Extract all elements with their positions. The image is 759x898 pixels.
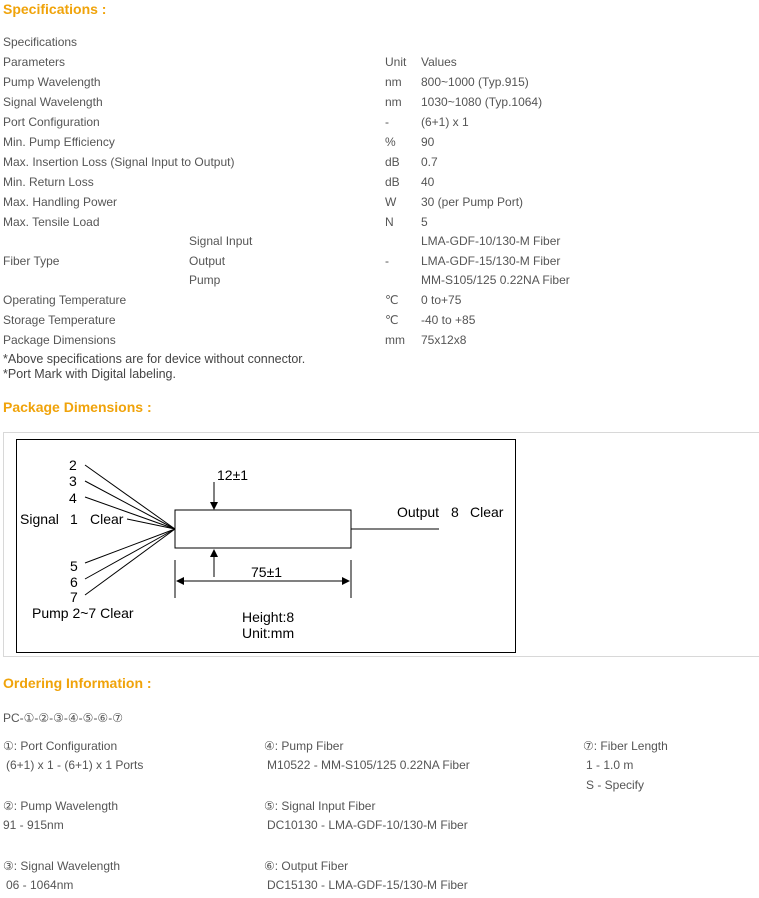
fiber-type-subrow — [0, 271, 759, 291]
pump-fiber-lines — [85, 465, 175, 595]
spec-parameter: Operating Temperature — [3, 293, 127, 307]
order-group-title: ⑤: Signal Input Fiber — [264, 799, 376, 813]
spec-unit: - — [385, 115, 389, 129]
spec-value: 40 — [421, 175, 435, 189]
spec-parameter: Port Configuration — [3, 115, 100, 129]
fiber-subtype-value: LMA-GDF-10/130-M Fiber — [421, 234, 561, 248]
spec-value: 30 (per Pump Port) — [421, 195, 524, 209]
spec-row — [0, 133, 759, 153]
spec-row — [0, 93, 759, 113]
port-number-7: 7 — [70, 589, 78, 605]
spec-parameter: Max. Handling Power — [3, 195, 118, 209]
spec-unit: dB — [385, 175, 400, 189]
spec-row — [0, 173, 759, 193]
header-parameters: Parameters — [3, 55, 66, 69]
fiber-type-subrow — [0, 252, 759, 272]
length-dimension-label: 75±1 — [251, 564, 283, 580]
spec-value: 75x12x8 — [421, 333, 467, 347]
port-number-4: 4 — [69, 490, 77, 506]
spec-value: 90 — [421, 135, 435, 149]
order-group-title: ②: Pump Wavelength — [3, 799, 119, 813]
spec-row — [0, 113, 759, 133]
spec-value: 800~1000 (Typ.915) — [421, 75, 529, 89]
width-dimension-label: 12±1 — [217, 467, 249, 483]
spec-value: 0.7 — [421, 155, 438, 169]
spec-value: -40 to +85 — [421, 313, 476, 327]
spec-value: (6+1) x 1 — [421, 115, 469, 129]
header-unit: Unit — [385, 55, 407, 69]
spec-unit: % — [385, 135, 396, 149]
fiber-subtype-name: Output — [189, 254, 226, 268]
spec-value: 1030~1080 (Typ.1064) — [421, 95, 543, 109]
specifications-heading: Specifications : — [3, 1, 107, 17]
order-option: (6+1) x 1 - (6+1) x 1 Ports — [6, 758, 144, 772]
spec-parameter: Max. Insertion Loss (Signal Input to Output) — [3, 155, 235, 169]
spec-parameter: Min. Return Loss — [3, 175, 94, 189]
spec-value: 0 to+75 — [421, 293, 462, 307]
order-option: DC10130 - LMA-GDF-10/130-M Fiber — [267, 818, 468, 832]
unit-note: Unit:mm — [242, 625, 295, 641]
signal-clear-label: Clear — [90, 511, 124, 527]
spec-unit: nm — [385, 95, 402, 109]
package-drawing — [17, 440, 515, 652]
spec-parameter: Package Dimensions — [3, 333, 116, 347]
spec-note: *Port Mark with Digital labeling. — [3, 367, 176, 381]
order-option: 1 - 1.0 m — [586, 758, 634, 772]
spec-note: *Above specifications are for device without connector. — [3, 352, 306, 366]
output-port-number: 8 — [451, 504, 459, 520]
spec-header-row — [0, 53, 759, 73]
ordering-code: PC-①-②-③-④-⑤-⑥-⑦ — [3, 711, 123, 725]
fiber-subtype-value: MM-S105/125 0.22NA Fiber — [421, 273, 570, 287]
spec-row — [0, 291, 759, 311]
spec-unit: ℃ — [385, 313, 399, 327]
order-option: M10522 - MM-S105/125 0.22NA Fiber — [267, 758, 470, 772]
spec-parameter: Storage Temperature — [3, 313, 116, 327]
spec-unit: dB — [385, 155, 400, 169]
spec-unit: ℃ — [385, 293, 399, 307]
spec-row — [0, 153, 759, 173]
spec-row — [0, 193, 759, 213]
port-number-6: 6 — [70, 574, 78, 590]
package-diagram — [16, 439, 516, 653]
output-clear-label: Clear — [470, 504, 504, 520]
spec-parameter: Min. Pump Efficiency — [3, 135, 115, 149]
spec-unit: N — [385, 215, 394, 229]
order-group-title: ④: Pump Fiber — [264, 739, 344, 753]
fiber-subtype-name: Pump — [189, 273, 221, 287]
spec-table-title: Specifications — [3, 35, 78, 49]
port-number-2: 2 — [69, 457, 77, 473]
header-values: Values — [421, 55, 457, 69]
spec-parameter: Signal Wavelength — [3, 95, 103, 109]
package-dimensions-heading: Package Dimensions : — [3, 399, 152, 415]
spec-row — [0, 73, 759, 93]
signal-label: Signal — [20, 511, 59, 527]
order-option: S - Specify — [586, 778, 645, 792]
spec-parameter: Pump Wavelength — [3, 75, 101, 89]
order-group-title: ③: Signal Wavelength — [3, 859, 121, 873]
spec-row — [0, 213, 759, 233]
order-option: 06 - 1064nm — [6, 878, 74, 892]
signal-port-number: 1 — [70, 511, 78, 527]
output-label: Output — [397, 504, 440, 520]
height-note: Height:8 — [242, 609, 295, 625]
ordering-information-heading: Ordering Information : — [3, 675, 152, 691]
spec-unit: W — [385, 195, 397, 209]
pump-label: Pump 2~7 Clear — [32, 605, 134, 621]
spec-unit: nm — [385, 75, 402, 89]
spec-table-title-row — [0, 33, 759, 53]
fiber-subtype-value: LMA-GDF-15/130-M Fiber — [421, 254, 561, 268]
spec-row — [0, 311, 759, 331]
port-number-3: 3 — [69, 473, 77, 489]
fiber-type-unit: - — [385, 254, 389, 268]
order-option: 91 - 915nm — [3, 818, 64, 832]
fiber-type-subrow — [0, 232, 759, 252]
spec-row — [0, 331, 759, 351]
port-number-5: 5 — [70, 558, 78, 574]
spec-unit: mm — [385, 333, 405, 347]
order-group-title: ⑦: Fiber Length — [583, 739, 668, 753]
coupler-body — [175, 510, 351, 548]
fiber-subtype-name: Signal Input — [189, 234, 253, 248]
spec-parameter: Max. Tensile Load — [3, 215, 100, 229]
order-group-title: ⑥: Output Fiber — [264, 859, 349, 873]
spec-value: 5 — [421, 215, 428, 229]
order-option: DC15130 - LMA-GDF-15/130-M Fiber — [267, 878, 468, 892]
order-group-title: ①: Port Configuration — [3, 739, 118, 753]
fiber-type-label: Fiber Type — [3, 254, 60, 268]
